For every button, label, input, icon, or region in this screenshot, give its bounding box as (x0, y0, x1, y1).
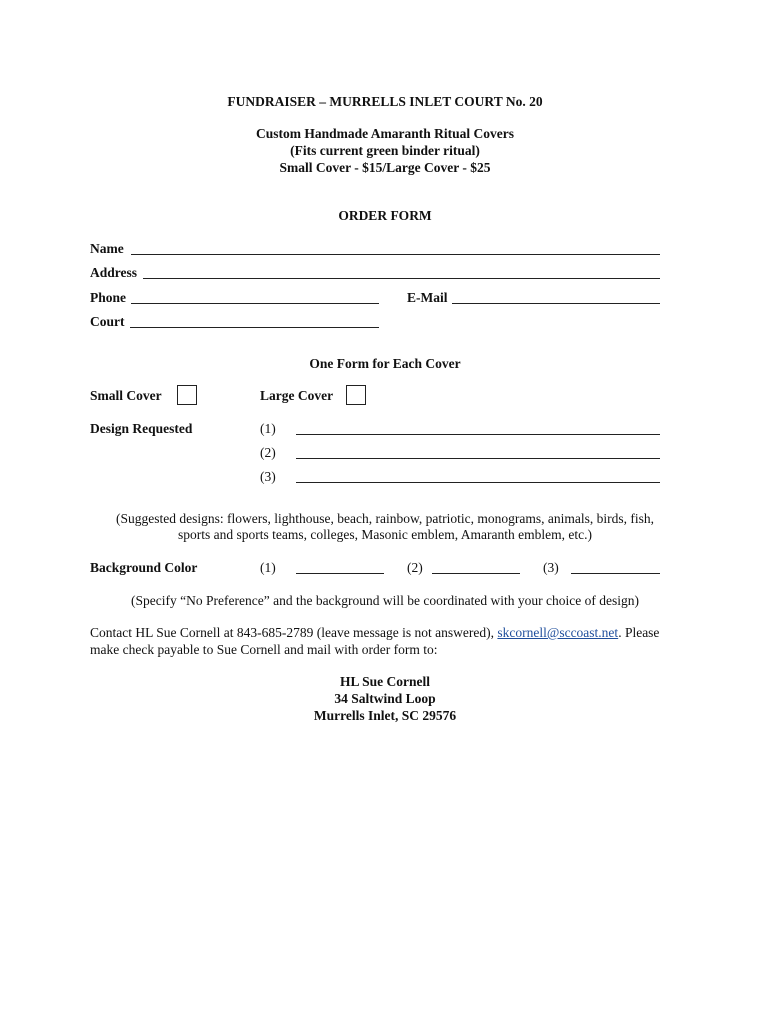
small-cover-checkbox[interactable] (177, 385, 197, 405)
email-field[interactable] (452, 303, 660, 304)
design-number-1: (1) (260, 421, 276, 436)
small-cover-label: Small Cover (90, 388, 162, 403)
name-label: Name (90, 241, 124, 256)
mailing-name: HL Sue Cornell (339, 674, 430, 689)
subtitle-product: Custom Handmade Amaranth Ritual Covers (255, 126, 514, 141)
suggested-designs-line-1: (Suggested designs: flowers, lighthouse, beach, rainbow, patriotic, monograms, animals, birds, fish, (116, 511, 654, 526)
design-requested-label: Design Requested (90, 421, 193, 436)
page-title: FUNDRAISER – MURRELLS INLET COURT No. 20 (227, 94, 543, 109)
price-line: Small Cover - $15/Large Cover - $25 (279, 160, 491, 175)
background-number-3: (3) (543, 560, 559, 575)
subtitle-fit-note: (Fits current green binder ritual) (290, 143, 480, 158)
address-field[interactable] (143, 278, 660, 279)
design-number-2: (2) (260, 445, 276, 460)
phone-label: Phone (90, 290, 127, 305)
contact-email-link[interactable]: skcornell@sccoast.net (497, 625, 619, 640)
contact-line-1 (90, 625, 659, 641)
large-cover-label: Large Cover (260, 388, 334, 403)
design-number-3: (3) (260, 469, 276, 484)
one-form-note: One Form for Each Cover (309, 356, 461, 371)
background-number-1: (1) (260, 560, 276, 575)
background-field-3[interactable] (571, 573, 660, 574)
mailing-street: 34 Saltwind Loop (334, 691, 436, 706)
suggested-designs-line-2: sports and sports teams, colleges, Masonic emblem, Amaranth emblem, etc.) (178, 527, 592, 542)
design-field-3[interactable] (296, 482, 660, 483)
address-label: Address (90, 265, 138, 280)
background-note: (Specify “No Preference” and the background will be coordinated with your choice of design) (131, 593, 639, 608)
background-color-label: Background Color (90, 560, 198, 575)
background-field-1[interactable] (296, 573, 384, 574)
contact-text-before: Contact HL Sue Cornell at 843-685-2789 (leave message is not answered), (90, 625, 495, 640)
name-field[interactable] (131, 254, 660, 255)
background-field-2[interactable] (432, 573, 520, 574)
large-cover-checkbox[interactable] (346, 385, 366, 405)
email-label: E-Mail (407, 290, 448, 305)
contact-text-after: . Please (618, 625, 660, 640)
design-field-1[interactable] (296, 434, 660, 435)
order-form-heading: ORDER FORM (338, 208, 432, 223)
court-label: Court (90, 314, 125, 329)
court-field[interactable] (130, 327, 379, 328)
mailing-city: Murrells Inlet, SC 29576 (313, 708, 457, 723)
phone-field[interactable] (131, 303, 379, 304)
background-number-2: (2) (407, 560, 423, 575)
design-field-2[interactable] (296, 458, 660, 459)
contact-line-2: make check payable to Sue Cornell and mail with order form to: (90, 642, 438, 657)
